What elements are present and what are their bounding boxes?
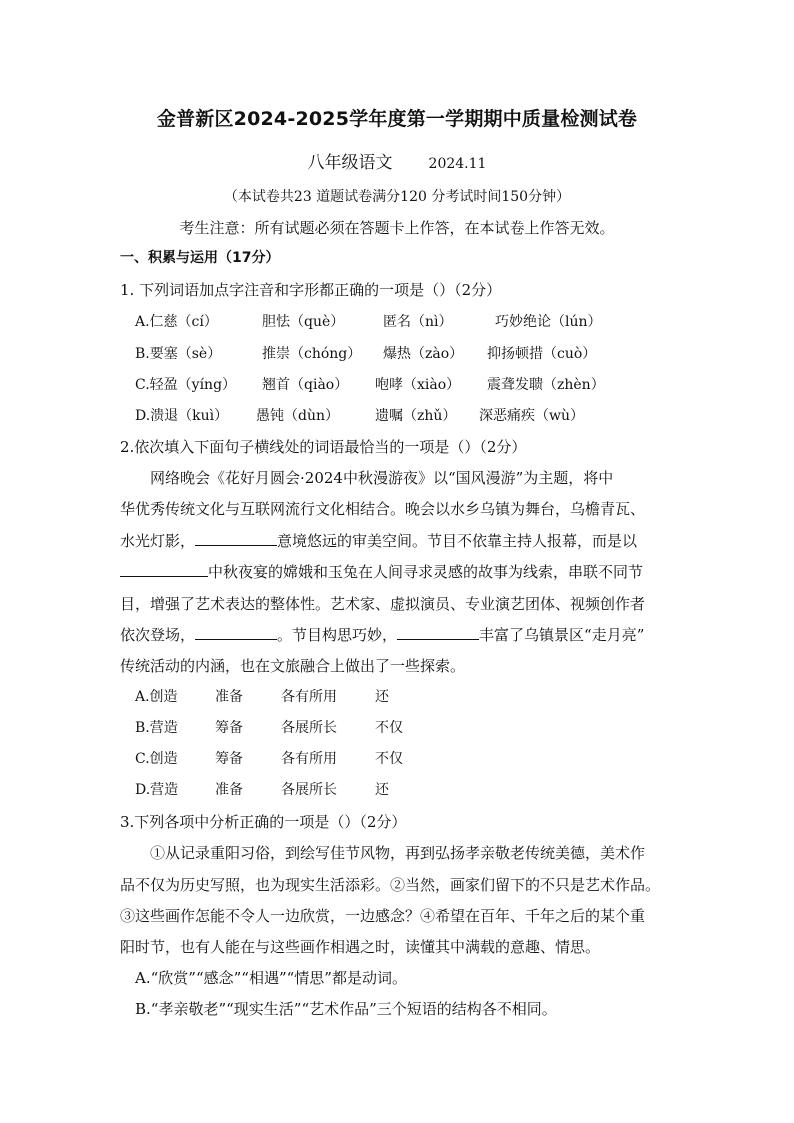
q1-option-b-3: 爆热（zào） [383,346,464,362]
q2-passage-line-3 [120,530,637,551]
q1-option-a-2: 胆怯（què） [262,314,345,330]
q3-option-a: A.“欣赏”“感念”“相遇”“情思”都是动词。 [135,969,407,987]
q1-option-a-4: 巧妙绝论（lún） [495,314,602,330]
answer-blank-2 [120,562,208,577]
q3-passage-line-1: ①从记录重阳习俗，到绘写佳节风物，再到弘扬孝亲敬老传统美德，美术作 [150,844,646,862]
exam-title: 金普新区2024-2025学年度第一学期期中质量检测试卷 [156,108,638,130]
subject-name: 八年级语文 [307,153,393,173]
q1-option-b-2: 推崇（chóng） [262,346,362,362]
q2-option-a-2: 准备 [215,689,243,705]
q2-option-c-1: C.创造 [135,751,178,767]
q2-option-a-4: 还 [375,689,389,705]
q3-passage-line-4: 阳时节，也有人能在与这些画作相遇之时，读懂其中满载的意趣、情思。 [120,938,601,956]
q2-option-b-1: B.营造 [135,720,178,736]
q3-stem: 3.下列各项中分析正确的一项是（）（2分） [120,813,407,831]
q3-option-b: B.“孝亲敬老”“现实生活”“艺术作品”三个短语的结构各不相同。 [135,1000,557,1018]
q1-option-a-3: 匿名（nì） [383,314,453,330]
q2-option-c-3: 各有所用 [281,751,337,767]
q2-option-d-1: D.营造 [135,782,179,798]
q3-passage-line-3: ③这些画作怎能不令人一边欣赏，一边感念？④希望在百年、千年之后的某个重 [120,907,646,925]
q2-option-b-4: 不仅 [375,720,403,736]
answer-blank-3 [195,625,277,640]
q1-option-d-3: 遗嘱（zhǔ） [375,408,457,424]
q2-passage-line-1: 网络晚会《花好月圆会·2024中秋漫游夜》以“国风漫游”为主题，将中 [150,469,614,487]
answer-blank-1 [195,531,277,546]
q2-passage-line-7: 传统活动的内涵，也在文旅融合上做出了一些探索。 [120,657,466,675]
answer-blank-4 [397,625,479,640]
q2-passage-line-2: 华优秀传统文化与互联网流行文化相结合。晚会以水乡乌镇为舞台，乌檐青瓦、 [120,500,646,518]
q2-option-d-4: 还 [375,782,389,798]
q2-passage-line-6 [120,624,644,645]
q1-option-d-4: 深恶痛疾（wù） [479,408,584,424]
q2-line3-end: 意境悠远的审美空间。节目不依靠主持人报幕，而是以 [277,532,638,550]
q3-passage-line-2: 品不仅为历史写照，也为现实生活添彩。②当然，画家们留下的不只是艺术作品。 [120,876,661,894]
q1-option-c-3: 咆哮（xiào） [375,377,461,393]
subject-line [0,148,794,173]
q2-option-b-2: 筹备 [215,720,243,736]
q2-option-b-3: 各展所长 [281,720,337,736]
q2-option-a-1: A.创造 [135,689,178,705]
q2-passage-line-4 [120,561,643,582]
section-title: 一、积累与运用（17分） [120,250,280,266]
q1-option-c-1: C.轻盈（yíng） [135,377,237,393]
q1-option-b-1: B.要塞（sè） [135,346,222,362]
q2-line4-text: 中秋夜宴的嫦娥和玉兔在人间寻求灵感的故事为线索，串联不同节 [208,563,644,581]
q1-option-d-2: 愚钝（dùn） [256,408,339,424]
q1-option-d-1: D.溃退（kuì） [135,408,229,424]
q2-line6-start: 依次登场， [120,626,196,644]
q2-passage-line-5: 目，增强了艺术表达的整体性。艺术家、虚拟演员、专业演艺团体、视频创作者 [120,595,646,613]
q2-option-c-2: 筹备 [215,751,243,767]
q2-line6-end: 丰富了乌镇景区“走月亮” [479,626,645,644]
exam-notice: 考生注意：所有试题必须在答题卡上作答，在本试卷上作答无效。 [179,219,615,237]
q2-option-d-2: 准备 [215,782,243,798]
q2-stem: 2.依次填入下面句子横线处的词语最恰当的一项是（）（2分） [120,438,527,456]
q2-line6-mid: 。节目构思巧妙， [277,626,398,644]
q1-option-a-1: A.仁慈（cí） [135,314,218,330]
q2-line3-start: 水光灯影， [120,532,196,550]
q2-option-c-4: 不仅 [375,751,403,767]
q1-option-c-4: 震聋发聩（zhèn） [487,377,605,393]
q2-option-a-3: 各有所用 [281,689,337,705]
q1-option-c-2: 翘首（qiào） [262,377,349,393]
exam-date: 2024.11 [428,156,487,172]
q1-stem: 1. 下列词语加点字注音和字形都正确的一项是（）（2分） [120,281,502,299]
q1-option-b-4: 抑扬顿措（cuò） [487,346,597,362]
exam-info: （本试卷共23 道题试卷满分120 分考试时间150分钟） [223,189,571,205]
q2-option-d-3: 各展所长 [281,782,337,798]
